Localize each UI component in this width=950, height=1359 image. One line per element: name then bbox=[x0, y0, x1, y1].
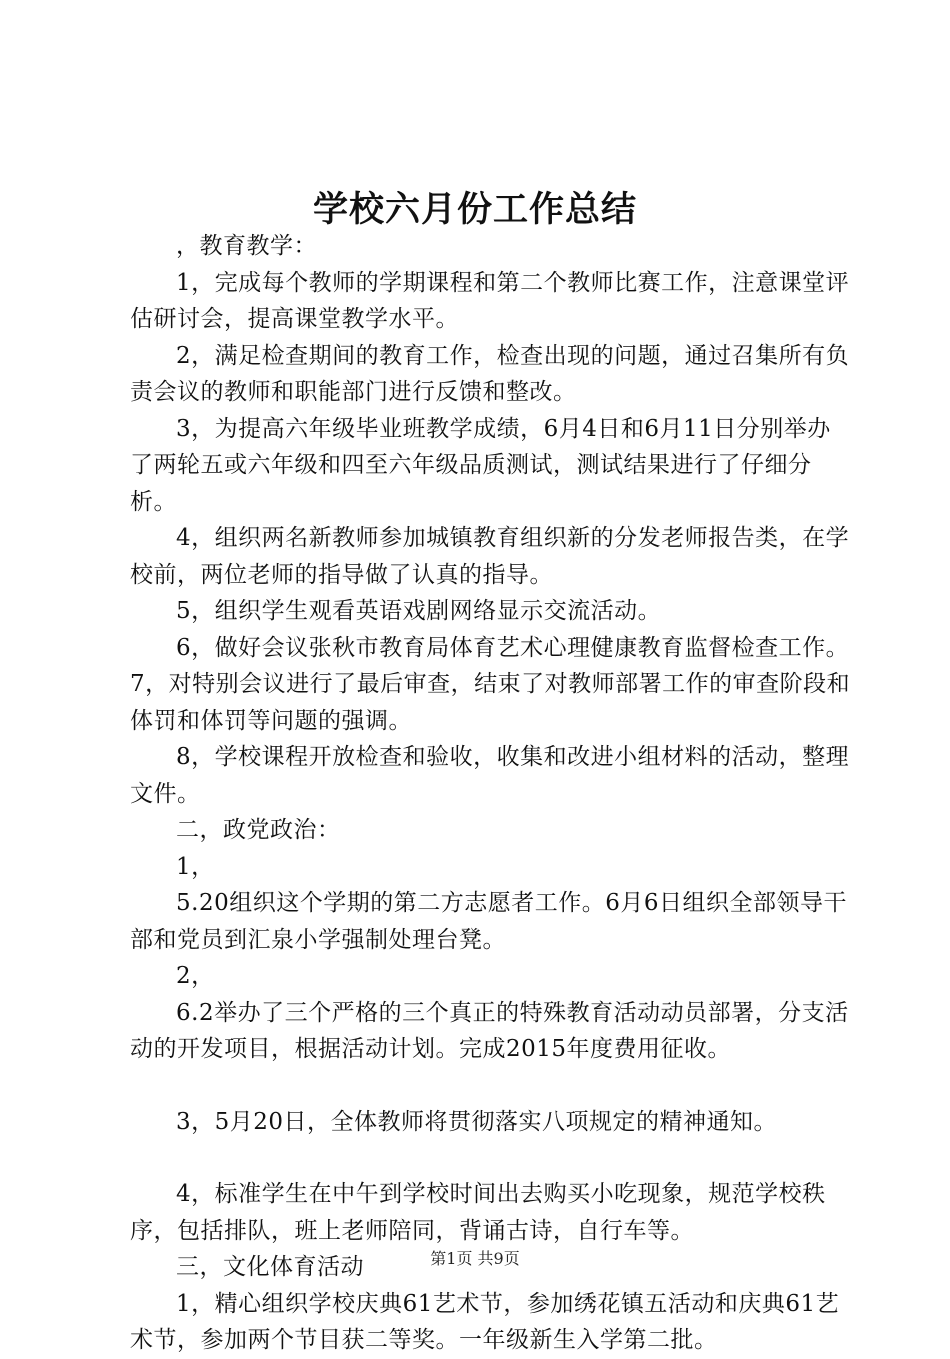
paragraph-item: 8，学校课程开放检查和验收，收集和改进小组材料的活动，整理文件。 bbox=[130, 744, 850, 807]
paragraph-item: 5，组织学生观看英语戏剧网络显示交流活动。 bbox=[176, 598, 662, 624]
section-heading-politics: 二，政党政治： bbox=[176, 817, 341, 843]
paragraph-item: 1， bbox=[176, 853, 215, 880]
paragraph-gap bbox=[130, 1068, 852, 1104]
paragraph-item: 2，满足检查期间的教育工作，检查出现的问题，通过召集所有负责会议的教师和职能部门进行反馈和整改。 bbox=[130, 342, 850, 405]
section-heading-education: ，教育教学： bbox=[176, 233, 317, 259]
paragraph-item: 1，完成每个教师的学期课程和第二个教师比赛工作，注意课堂评估研讨会，提高课堂教学水平。 bbox=[130, 269, 850, 332]
paragraph-item: 6，做好会议张秋市教育局体育艺术心理健康教育监督检查工作。7，对特别会议进行了最后审查，结束了对教师部署工作的审查阶段和体罚和体罚等问题的强调。 bbox=[130, 634, 851, 734]
paragraph-item: 3，为提高六年级毕业班教学成绩，6月4日和6月11日分别举办了两轮五或六年级和四至六年级品质测试，测试结果进行了仔细分析。 bbox=[130, 415, 831, 515]
section-heading-culture-sports: 三，文化体育活动 bbox=[176, 1254, 364, 1280]
paragraph-gap bbox=[130, 1140, 852, 1176]
paragraph-item: 6.2举办了三个严格的三个真正的特殊教育活动动员部署，分支活动的开发项目，根据活动计划。完成2015年度费用征收。 bbox=[130, 999, 849, 1062]
paragraph-item: 4，组织两名新教师参加城镇教育组织新的分发老师报告类，在学校前，两位老师的指导做了认真的指导。 bbox=[130, 525, 850, 588]
paragraph-item: 1，精心组织学校庆典61艺术节，参加绣花镇五活动和庆典61艺术节，参加两个节目获二等奖。一年级新生入学第二批。 bbox=[130, 1290, 840, 1353]
document-body bbox=[130, 228, 852, 1359]
paragraph-item: 2， bbox=[176, 963, 215, 989]
document-title: 学校六月份工作总结 bbox=[312, 189, 637, 230]
paragraph-item: 4，标准学生在中午到学校时间出去购买小吃现象，规范学校秩序，包括排队，班上老师陪同，背诵古诗，自行车等。 bbox=[130, 1181, 826, 1244]
page-footer: 第1页 共9页 bbox=[430, 1249, 520, 1268]
paragraph-item: 5.20组织这个学期的第二方志愿者工作。6月6日组织全部领导干部和党员到汇泉小学强制处理台凳。 bbox=[130, 890, 847, 953]
paragraph-item: 3，5月20日，全体教师将贯彻落实八项规定的精神通知。 bbox=[176, 1108, 778, 1135]
